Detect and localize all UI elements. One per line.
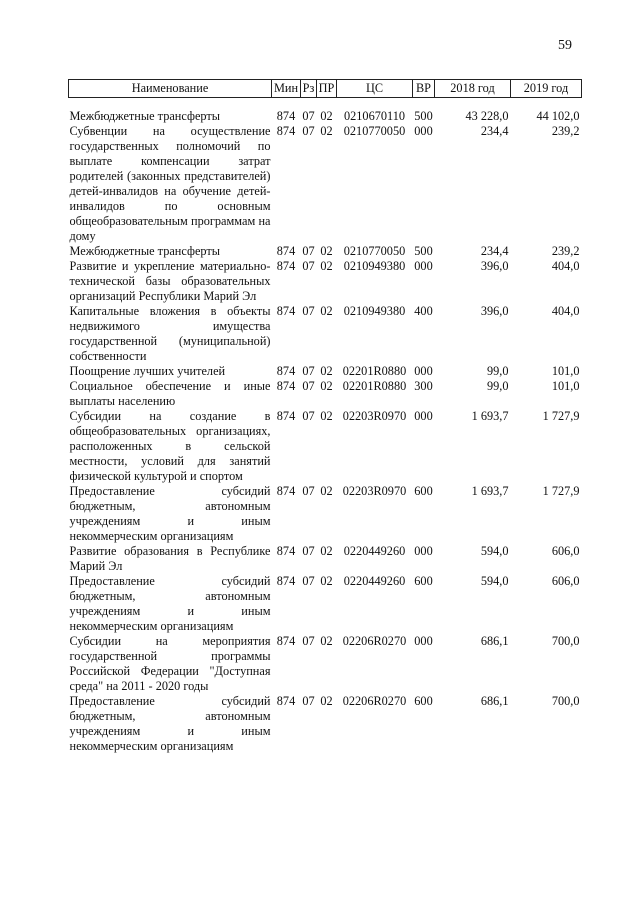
cell-min: 874 xyxy=(276,109,296,123)
cell-cs: 0220449260 xyxy=(343,544,406,558)
cell-min: 874 xyxy=(276,244,296,258)
cell-pr: 02 xyxy=(320,409,333,423)
header-2018: 2018 год xyxy=(435,80,511,98)
cell-2019: 44 102,0 xyxy=(536,109,580,123)
table-row xyxy=(69,109,582,124)
header-cs: ЦС xyxy=(337,80,413,98)
cell-2019: 101,0 xyxy=(551,364,580,378)
cell-2019: 700,0 xyxy=(551,694,580,708)
cell-rz: 07 xyxy=(302,109,315,123)
cell-min: 874 xyxy=(276,379,296,393)
cell-min: 874 xyxy=(276,259,296,273)
cell-rz: 07 xyxy=(302,304,315,318)
cell-vr: 000 xyxy=(414,124,433,138)
header-pr: ПР xyxy=(317,80,337,98)
cell-cs: 02203R0970 xyxy=(342,409,407,423)
cell-vr: 300 xyxy=(414,379,433,393)
cell-name: Предоставление субсидий бюджетным, автономным учреждениям и иным некоммерческим организациям xyxy=(69,694,271,753)
cell-cs: 0210670110 xyxy=(343,109,406,123)
cell-min: 874 xyxy=(276,574,296,588)
cell-2018: 396,0 xyxy=(480,259,509,273)
cell-cs: 02206R0270 xyxy=(342,634,407,648)
cell-rz: 07 xyxy=(302,379,315,393)
cell-name: Социальное обеспечение и иные выплаты населению xyxy=(69,379,271,408)
cell-pr: 02 xyxy=(320,484,333,498)
cell-cs: 02201R0880 xyxy=(342,364,407,378)
cell-2018: 1 693,7 xyxy=(471,484,509,498)
cell-vr: 600 xyxy=(414,694,433,708)
cell-vr: 000 xyxy=(414,409,433,423)
table-row xyxy=(69,379,582,409)
cell-rz: 07 xyxy=(302,484,315,498)
cell-2018: 594,0 xyxy=(480,574,509,588)
cell-min: 874 xyxy=(276,364,296,378)
cell-pr: 02 xyxy=(320,634,333,648)
cell-2019: 239,2 xyxy=(551,124,580,138)
cell-name: Межбюджетные трансферты xyxy=(69,244,221,258)
cell-2019: 101,0 xyxy=(551,379,580,393)
cell-pr: 02 xyxy=(320,304,333,318)
cell-vr: 500 xyxy=(414,244,433,258)
cell-pr: 02 xyxy=(320,544,333,558)
table-header-row xyxy=(69,80,582,98)
table-row xyxy=(69,544,582,574)
cell-name: Предоставление субсидий бюджетным, автономным учреждениям и иным некоммерческим организациям xyxy=(69,484,271,543)
cell-vr: 600 xyxy=(414,484,433,498)
cell-rz: 07 xyxy=(302,259,315,273)
cell-vr: 000 xyxy=(414,544,433,558)
cell-2018: 686,1 xyxy=(480,634,509,648)
cell-pr: 02 xyxy=(320,694,333,708)
table-row xyxy=(69,409,582,484)
cell-rz: 07 xyxy=(302,364,315,378)
table-body xyxy=(69,98,582,755)
cell-min: 874 xyxy=(276,544,296,558)
cell-cs: 0220449260 xyxy=(343,574,406,588)
table-row xyxy=(69,484,582,544)
cell-rz: 07 xyxy=(302,244,315,258)
table-row xyxy=(69,694,582,754)
cell-name: Субсидии на мероприятия государственной программы Российской Федерации "Доступная среда" на 2011 - 2020 годы xyxy=(69,634,271,693)
cell-rz: 07 xyxy=(302,574,315,588)
cell-2018: 1 693,7 xyxy=(471,409,509,423)
cell-pr: 02 xyxy=(320,109,333,123)
cell-2019: 404,0 xyxy=(551,259,580,273)
cell-rz: 07 xyxy=(302,634,315,648)
cell-min: 874 xyxy=(276,304,296,318)
cell-name: Развитие и укрепление материально-технической базы образовательных организаций Республики Марий Эл xyxy=(69,259,271,303)
cell-2019: 404,0 xyxy=(551,304,580,318)
cell-2019: 1 727,9 xyxy=(542,484,580,498)
cell-cs: 02203R0970 xyxy=(342,484,407,498)
cell-pr: 02 xyxy=(320,259,333,273)
header-rz: Рз xyxy=(301,80,317,98)
cell-2018: 99,0 xyxy=(486,364,509,378)
cell-name: Развитие образования в Республике Марий Эл xyxy=(69,544,271,573)
cell-rz: 07 xyxy=(302,409,315,423)
cell-min: 874 xyxy=(276,124,296,138)
cell-pr: 02 xyxy=(320,124,333,138)
table-row xyxy=(69,364,582,379)
cell-2019: 1 727,9 xyxy=(542,409,580,423)
cell-vr: 000 xyxy=(414,364,433,378)
cell-2018: 234,4 xyxy=(480,244,509,258)
cell-pr: 02 xyxy=(320,574,333,588)
table-row xyxy=(69,634,582,694)
table-row xyxy=(69,304,582,364)
header-name: Наименование xyxy=(69,80,272,98)
cell-vr: 600 xyxy=(414,574,433,588)
cell-vr: 500 xyxy=(414,109,433,123)
cell-min: 874 xyxy=(276,694,296,708)
cell-cs: 02206R0270 xyxy=(342,694,407,708)
cell-cs: 0210770050 xyxy=(343,244,406,258)
table-header xyxy=(69,80,582,98)
spacer-cell xyxy=(69,98,582,110)
cell-rz: 07 xyxy=(302,694,315,708)
cell-vr: 000 xyxy=(414,259,433,273)
spacer-row xyxy=(69,98,582,110)
header-vr: ВР xyxy=(413,80,435,98)
cell-2019: 606,0 xyxy=(551,544,580,558)
table-row xyxy=(69,244,582,259)
cell-name: Субсидии на создание в общеобразовательных организациях, расположенных в сельской местности, условий для занятий физической культурой и спортом xyxy=(69,409,271,483)
cell-name: Предоставление субсидий бюджетным, автономным учреждениям и иным некоммерческим организациям xyxy=(69,574,271,633)
cell-2018: 594,0 xyxy=(480,544,509,558)
cell-name: Межбюджетные трансферты xyxy=(69,109,221,123)
cell-2018: 396,0 xyxy=(480,304,509,318)
cell-2018: 686,1 xyxy=(480,694,509,708)
cell-2018: 234,4 xyxy=(480,124,509,138)
cell-2019: 700,0 xyxy=(551,634,580,648)
cell-min: 874 xyxy=(276,409,296,423)
table-row xyxy=(69,124,582,244)
header-2019: 2019 год xyxy=(511,80,582,98)
cell-rz: 07 xyxy=(302,124,315,138)
header-min: Мин xyxy=(272,80,301,98)
cell-pr: 02 xyxy=(320,379,333,393)
cell-cs: 02201R0880 xyxy=(342,379,407,393)
cell-2019: 239,2 xyxy=(551,244,580,258)
cell-2019: 606,0 xyxy=(551,574,580,588)
table-row xyxy=(69,574,582,634)
cell-cs: 0210949380 xyxy=(343,304,406,318)
cell-vr: 400 xyxy=(414,304,433,318)
cell-rz: 07 xyxy=(302,544,315,558)
cell-min: 874 xyxy=(276,634,296,648)
cell-2018: 43 228,0 xyxy=(465,109,509,123)
cell-pr: 02 xyxy=(320,244,333,258)
cell-pr: 02 xyxy=(320,364,333,378)
page-number: 59 xyxy=(558,38,572,53)
table-row xyxy=(69,259,582,304)
cell-min: 874 xyxy=(276,484,296,498)
cell-cs: 0210770050 xyxy=(343,124,406,138)
cell-name: Поощрение лучших учителей xyxy=(69,364,226,378)
cell-cs: 0210949380 xyxy=(343,259,406,273)
budget-table xyxy=(68,79,582,754)
cell-vr: 000 xyxy=(414,634,433,648)
cell-name: Субвенции на осуществление государственных полномочий по выплате компенсации затрат родителей (законных представителей) детей-инвалидов на обучение детей-инвалидов по основным общеобразовательным программам на дому xyxy=(69,124,271,243)
cell-2018: 99,0 xyxy=(486,379,509,393)
cell-name: Капитальные вложения в объекты недвижимого имущества государственной (муниципальной) собственности xyxy=(69,304,271,363)
